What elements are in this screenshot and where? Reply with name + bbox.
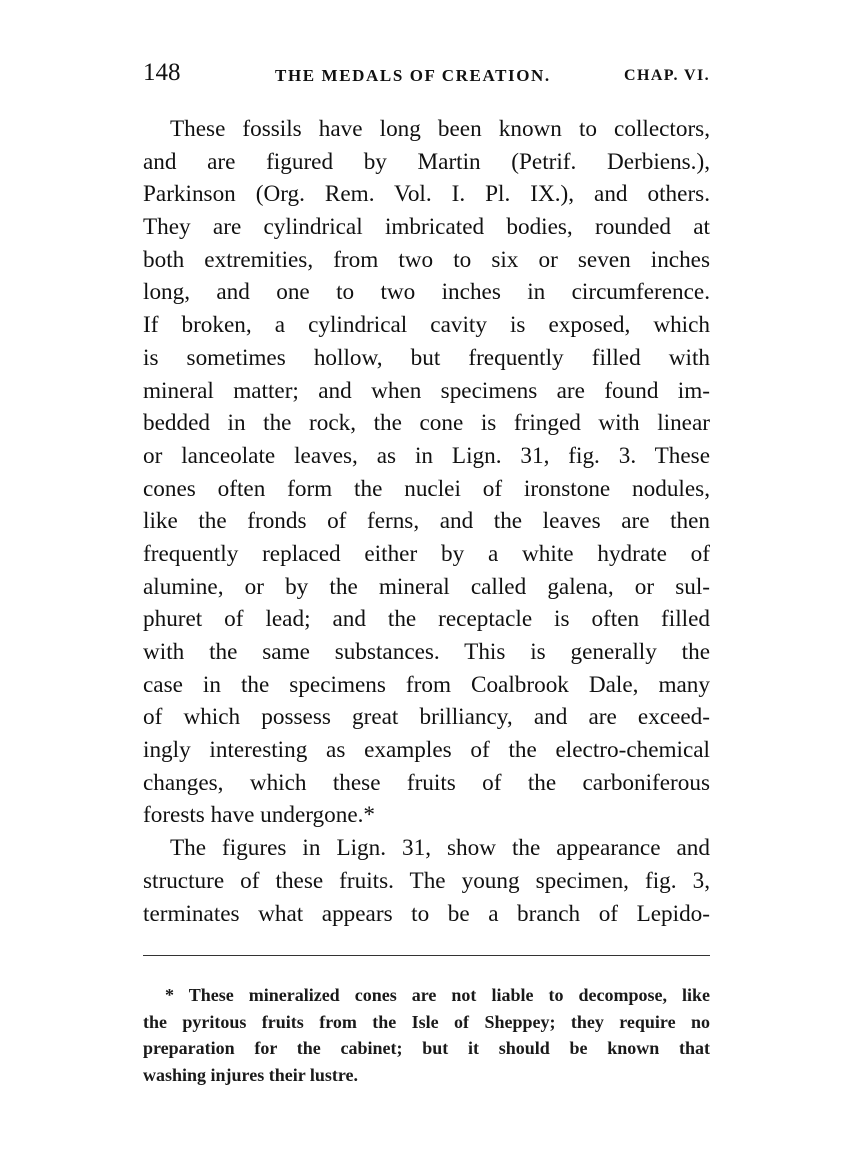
footnote-line: * These mineralized cones are not liable to decompose, like: [165, 985, 710, 1005]
text-line: both extremities, from two to six or seven inches: [143, 246, 710, 273]
text-line: phuret of lead; and the receptacle is often filled: [143, 606, 710, 633]
text-line: Parkinson (Org. Rem. Vol. I. Pl. IX.), and others.: [143, 181, 710, 208]
text-line: changes, which these fruits of the carboniferous: [143, 769, 710, 796]
text-line: with the same substances. This is generally the: [143, 639, 710, 665]
text-line: mineral matter; and when specimens are found im-: [143, 377, 710, 404]
text-line: frequently replaced either by a white hydrate of: [143, 540, 710, 567]
text-line: of which possess great brilliancy, and are exceed-: [143, 704, 710, 731]
footnote-line: washing injures their lustre.: [143, 1064, 359, 1085]
text-line: is sometimes hollow, but frequently filled with: [143, 344, 710, 371]
text-line: and are figured by Martin (Petrif. Derbiens.),: [143, 148, 710, 175]
chapter-label: CHAP. VI.: [624, 67, 710, 84]
body-text: [143, 113, 710, 930]
text-line: If broken, a cylindrical cavity is exposed, which: [143, 312, 710, 339]
page-number: 148: [143, 59, 181, 86]
text-line: cones often form the nuclei of ironstone nodules,: [143, 475, 710, 502]
text-line: They are cylindrical imbricated bodies, rounded at: [143, 214, 710, 241]
running-title: THE MEDALS OF CREATION.: [275, 66, 551, 85]
text-line: terminates what appears to be a branch of Lepido-: [143, 900, 710, 927]
text-line: forests have undergone.*: [143, 802, 376, 829]
footnote-divider: [143, 955, 710, 956]
text-line: case in the specimens from Coalbrook Dale, many: [143, 671, 710, 698]
footnote: [143, 982, 710, 1088]
text-line: long, and one to two inches in circumference.: [143, 279, 710, 306]
footnote-line: preparation for the cabinet; but it should be known that: [143, 1038, 710, 1058]
text-line: structure of these fruits. The young specimen, fig. 3,: [143, 867, 710, 894]
text-line: bedded in the rock, the cone is fringed with linear: [143, 410, 710, 437]
text-line: ingly interesting as examples of the electro-chemical: [143, 737, 710, 764]
text-line: The figures in Lign. 31, show the appearance and: [170, 835, 710, 862]
text-line: or lanceolate leaves, as in Lign. 31, fig. 3. These: [143, 442, 710, 469]
running-header: [143, 58, 710, 92]
text-line: These fossils have long been known to collectors,: [170, 116, 710, 142]
footnote-line: the pyritous fruits from the Isle of Sheppey; they require no: [143, 1011, 710, 1032]
text-line: like the fronds of ferns, and the leaves are then: [143, 508, 710, 535]
text-line: alumine, or by the mineral called galena, or sul-: [143, 573, 710, 600]
